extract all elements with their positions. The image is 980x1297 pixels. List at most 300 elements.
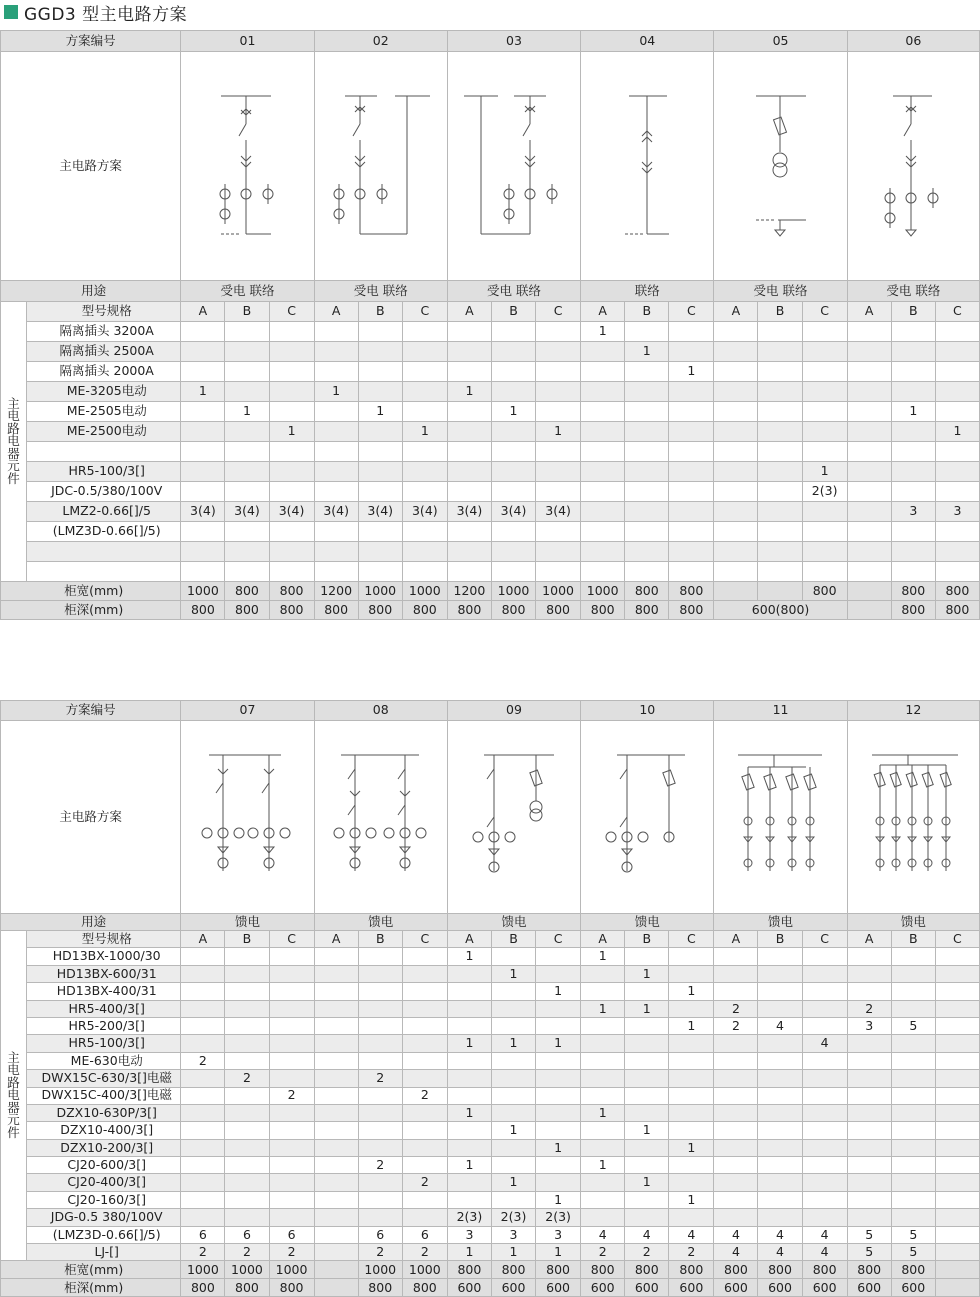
usage-value: 受电 联络: [714, 281, 847, 302]
component-quantity: [669, 482, 714, 502]
component-quantity: [491, 482, 535, 502]
component-quantity: 2(3): [491, 1209, 535, 1226]
cabinet-depth-value: 800: [358, 1279, 402, 1297]
component-name: CJ20-400/3[]: [27, 1174, 181, 1191]
component-quantity: 1: [269, 422, 314, 442]
component-quantity: [447, 1000, 491, 1017]
component-quantity: [358, 1035, 402, 1052]
component-quantity: [669, 1122, 714, 1139]
component-quantity: [802, 1209, 847, 1226]
component-quantity: [581, 462, 625, 482]
component-quantity: [669, 1209, 714, 1226]
component-quantity: [935, 1104, 979, 1121]
component-quantity: 5: [891, 1017, 935, 1034]
component-name: HD13BX-400/31: [27, 983, 181, 1000]
component-quantity: [802, 1052, 847, 1069]
cabinet-width-value: [314, 1261, 358, 1279]
cabinet-depth-value: 600: [536, 1279, 581, 1297]
component-quantity: [402, 1209, 447, 1226]
cabinet-width-value: 800: [625, 1261, 669, 1279]
cabinet-width-label: 柜宽(mm): [1, 582, 181, 601]
component-quantity: [225, 422, 269, 442]
cabinet-width-value: 1000: [181, 1261, 225, 1279]
component-quantity: [181, 1191, 225, 1208]
cabinet-width-value: 1200: [314, 582, 358, 601]
component-quantity: [935, 983, 979, 1000]
variant-header: C: [536, 302, 581, 322]
variant-header: B: [225, 931, 269, 948]
model-spec-label: 型号规格: [27, 931, 181, 948]
component-quantity: [314, 1244, 358, 1261]
component-quantity: [758, 1000, 802, 1017]
cabinet-width-value: 800: [447, 1261, 491, 1279]
component-quantity: 1: [581, 1000, 625, 1017]
component-quantity: 4: [714, 1226, 758, 1243]
circuit-diagram-12: [847, 721, 979, 914]
component-quantity: 1: [491, 1174, 535, 1191]
component-quantity: 1: [581, 1104, 625, 1121]
component-quantity: [181, 542, 225, 562]
component-quantity: [935, 1035, 979, 1052]
component-quantity: [314, 1209, 358, 1226]
cabinet-width-row: [1, 1261, 980, 1279]
component-quantity: [269, 1157, 314, 1174]
scheme-table-1: [0, 30, 980, 620]
component-quantity: 3(4): [358, 502, 402, 522]
component-quantity: 4: [669, 1226, 714, 1243]
variant-header: B: [625, 302, 669, 322]
component-quantity: [269, 1104, 314, 1121]
component-row: [1, 562, 980, 582]
component-row: [1, 1087, 980, 1104]
component-quantity: 2(3): [802, 482, 847, 502]
cabinet-depth-value: 800: [581, 601, 625, 620]
component-quantity: [935, 1226, 979, 1243]
component-quantity: [625, 948, 669, 965]
cabinet-width-value: 800: [536, 1261, 581, 1279]
component-quantity: [847, 1174, 891, 1191]
component-quantity: [358, 362, 402, 382]
variant-header: B: [758, 931, 802, 948]
variant-header: A: [581, 931, 625, 948]
component-quantity: 4: [758, 1244, 802, 1261]
component-quantity: [225, 1104, 269, 1121]
component-quantity: 6: [225, 1226, 269, 1243]
component-quantity: [891, 965, 935, 982]
component-quantity: [358, 542, 402, 562]
component-quantity: [847, 1139, 891, 1156]
component-name: (LMZ3D-0.66[]/5): [27, 1226, 181, 1243]
component-quantity: [625, 1104, 669, 1121]
page-title: [4, 0, 187, 24]
component-quantity: [536, 542, 581, 562]
component-quantity: [847, 948, 891, 965]
component-quantity: [802, 1139, 847, 1156]
component-quantity: [758, 462, 802, 482]
component-quantity: [581, 502, 625, 522]
component-quantity: [536, 462, 581, 482]
component-quantity: [847, 1157, 891, 1174]
component-quantity: [225, 1139, 269, 1156]
component-quantity: [181, 442, 225, 462]
component-row: [1, 362, 980, 382]
component-quantity: [669, 342, 714, 362]
component-quantity: 1: [669, 1139, 714, 1156]
component-quantity: [314, 562, 358, 582]
component-quantity: [935, 542, 979, 562]
cabinet-depth-label: 柜深(mm): [1, 601, 181, 620]
component-quantity: [358, 1052, 402, 1069]
cabinet-width-value: 1000: [402, 582, 447, 601]
component-quantity: [225, 1035, 269, 1052]
component-quantity: [758, 322, 802, 342]
component-quantity: 6: [358, 1226, 402, 1243]
component-quantity: 2: [225, 1070, 269, 1087]
component-quantity: [225, 1017, 269, 1034]
component-quantity: 1: [536, 1035, 581, 1052]
variant-header: B: [625, 931, 669, 948]
component-quantity: [714, 502, 758, 522]
component-quantity: [714, 1174, 758, 1191]
cabinet-depth-value: 800: [447, 601, 491, 620]
component-quantity: [758, 502, 802, 522]
component-quantity: [847, 562, 891, 582]
component-quantity: [669, 1070, 714, 1087]
component-quantity: [891, 1070, 935, 1087]
component-quantity: [314, 1174, 358, 1191]
component-quantity: [536, 442, 581, 462]
component-name: ME-630电动: [27, 1052, 181, 1069]
component-quantity: [714, 1087, 758, 1104]
scheme-number: 01: [181, 31, 314, 52]
usage-row: [1, 281, 980, 302]
component-row: [1, 482, 980, 502]
variant-header: A: [314, 302, 358, 322]
cabinet-depth-value: 800: [225, 601, 269, 620]
component-quantity: 1: [536, 1244, 581, 1261]
cabinet-depth-row: [1, 601, 980, 620]
component-quantity: [847, 542, 891, 562]
component-quantity: [847, 1122, 891, 1139]
component-quantity: [402, 1104, 447, 1121]
component-quantity: [935, 1191, 979, 1208]
component-quantity: [447, 1122, 491, 1139]
component-quantity: [714, 1052, 758, 1069]
component-quantity: [491, 1000, 535, 1017]
component-quantity: [669, 1087, 714, 1104]
component-quantity: [358, 1017, 402, 1034]
component-row: [1, 1157, 980, 1174]
component-quantity: [714, 948, 758, 965]
component-quantity: [935, 1174, 979, 1191]
component-quantity: 4: [758, 1017, 802, 1034]
circuit-diagram-04: [581, 52, 714, 281]
component-quantity: [491, 1070, 535, 1087]
variant-header: A: [314, 931, 358, 948]
component-quantity: 4: [802, 1035, 847, 1052]
component-quantity: [402, 983, 447, 1000]
component-name: 隔离插头 2500A: [27, 342, 181, 362]
scheme-number: 02: [314, 31, 447, 52]
variant-header: A: [447, 302, 491, 322]
component-quantity: [536, 522, 581, 542]
cabinet-width-value: [935, 1261, 979, 1279]
variant-header: B: [225, 302, 269, 322]
cabinet-width-value: [758, 582, 802, 601]
component-quantity: [625, 402, 669, 422]
cabinet-depth-value: 800: [402, 601, 447, 620]
variant-header: A: [847, 302, 891, 322]
component-quantity: [847, 983, 891, 1000]
variant-header: C: [935, 931, 979, 948]
component-quantity: [358, 322, 402, 342]
component-name: HR5-400/3[]: [27, 1000, 181, 1017]
component-quantity: [225, 1157, 269, 1174]
component-quantity: 3(4): [181, 502, 225, 522]
component-quantity: [802, 442, 847, 462]
component-quantity: [847, 462, 891, 482]
component-quantity: [314, 422, 358, 442]
component-quantity: [625, 1087, 669, 1104]
cabinet-depth-value: [847, 601, 891, 620]
component-quantity: [802, 1070, 847, 1087]
component-quantity: [225, 1174, 269, 1191]
component-quantity: [181, 1087, 225, 1104]
component-quantity: [314, 1052, 358, 1069]
component-quantity: [491, 542, 535, 562]
component-quantity: [669, 1157, 714, 1174]
component-quantity: [847, 322, 891, 342]
component-quantity: [625, 422, 669, 442]
component-quantity: [847, 522, 891, 542]
component-quantity: [225, 322, 269, 342]
component-quantity: [714, 1122, 758, 1139]
component-quantity: [758, 1070, 802, 1087]
component-quantity: [714, 542, 758, 562]
component-quantity: [181, 983, 225, 1000]
component-quantity: [447, 522, 491, 542]
component-quantity: [447, 1070, 491, 1087]
component-quantity: [225, 1087, 269, 1104]
component-quantity: [669, 502, 714, 522]
component-quantity: [181, 1104, 225, 1121]
component-quantity: [802, 542, 847, 562]
model-spec-row: [1, 302, 980, 322]
component-quantity: 2: [358, 1070, 402, 1087]
component-quantity: [714, 1157, 758, 1174]
component-quantity: [935, 948, 979, 965]
component-quantity: [358, 1191, 402, 1208]
variant-header: A: [847, 931, 891, 948]
component-quantity: [269, 562, 314, 582]
component-row: [1, 1174, 980, 1191]
component-quantity: 3(4): [225, 502, 269, 522]
component-quantity: [847, 502, 891, 522]
component-quantity: [847, 1052, 891, 1069]
component-row: [1, 1226, 980, 1243]
component-quantity: [447, 1174, 491, 1191]
component-quantity: [181, 1035, 225, 1052]
cabinet-depth-value: 800: [669, 601, 714, 620]
component-quantity: [402, 542, 447, 562]
usage-value: 馈电: [714, 914, 847, 931]
component-quantity: [358, 562, 402, 582]
component-row: [1, 442, 980, 462]
component-quantity: [358, 442, 402, 462]
component-quantity: [891, 362, 935, 382]
component-row: [1, 522, 980, 542]
cabinet-width-row: [1, 582, 980, 601]
component-quantity: [581, 362, 625, 382]
component-quantity: 2: [358, 1157, 402, 1174]
component-quantity: 1: [225, 402, 269, 422]
component-quantity: [625, 382, 669, 402]
component-quantity: [447, 562, 491, 582]
component-quantity: 1: [314, 382, 358, 402]
variant-header: B: [758, 302, 802, 322]
cabinet-depth-value: [314, 1279, 358, 1297]
component-quantity: [402, 1157, 447, 1174]
component-quantity: [891, 1052, 935, 1069]
cabinet-depth-value: 800: [314, 601, 358, 620]
component-quantity: [447, 1139, 491, 1156]
component-quantity: [758, 965, 802, 982]
component-quantity: [269, 965, 314, 982]
component-quantity: [714, 382, 758, 402]
component-quantity: 2: [269, 1244, 314, 1261]
component-quantity: [714, 442, 758, 462]
component-quantity: 1: [625, 1000, 669, 1017]
component-quantity: 1: [358, 402, 402, 422]
component-quantity: [536, 1070, 581, 1087]
circuit-diagram-11: [714, 721, 847, 914]
component-quantity: [891, 562, 935, 582]
usage-value: 受电 联络: [447, 281, 580, 302]
cabinet-width-value: 800: [669, 582, 714, 601]
title-text: GGD3 型主电路方案: [24, 4, 188, 25]
component-quantity: [802, 1087, 847, 1104]
component-row: [1, 983, 980, 1000]
component-quantity: 1: [536, 983, 581, 1000]
component-name: DWX15C-630/3[]电磁: [27, 1070, 181, 1087]
component-quantity: [891, 1157, 935, 1174]
component-row: [1, 965, 980, 982]
component-quantity: [314, 1017, 358, 1034]
variant-header: C: [269, 931, 314, 948]
component-quantity: [358, 965, 402, 982]
cabinet-depth-value: 600: [891, 1279, 935, 1297]
component-quantity: 1: [802, 462, 847, 482]
usage-value: 馈电: [447, 914, 580, 931]
cabinet-width-value: 1200: [447, 582, 491, 601]
component-name: ME-3205电动: [27, 382, 181, 402]
component-quantity: [402, 402, 447, 422]
component-quantity: [714, 983, 758, 1000]
component-quantity: [714, 1209, 758, 1226]
component-quantity: [714, 422, 758, 442]
component-quantity: [847, 1070, 891, 1087]
component-quantity: 4: [758, 1226, 802, 1243]
cabinet-depth-value: 600: [447, 1279, 491, 1297]
circuit-diagram-07: [181, 721, 314, 914]
component-quantity: [625, 542, 669, 562]
component-quantity: [181, 462, 225, 482]
component-quantity: [847, 482, 891, 502]
component-quantity: 6: [181, 1226, 225, 1243]
component-quantity: 1: [491, 402, 535, 422]
component-quantity: 1: [669, 1017, 714, 1034]
component-quantity: 3(4): [314, 502, 358, 522]
component-quantity: [269, 402, 314, 422]
component-quantity: [402, 562, 447, 582]
scheme-number: 08: [314, 701, 447, 721]
component-quantity: [625, 482, 669, 502]
component-quantity: [802, 1017, 847, 1034]
component-quantity: [269, 362, 314, 382]
component-quantity: [314, 965, 358, 982]
variant-header: B: [358, 931, 402, 948]
cabinet-depth-value: 800: [358, 601, 402, 620]
component-quantity: [225, 983, 269, 1000]
component-quantity: [625, 462, 669, 482]
cabinet-depth-value: 800: [625, 601, 669, 620]
component-quantity: [935, 1157, 979, 1174]
component-quantity: [225, 462, 269, 482]
component-quantity: [802, 322, 847, 342]
component-quantity: [802, 342, 847, 362]
circuit-diagram-row: [1, 52, 980, 281]
component-quantity: [669, 542, 714, 562]
component-quantity: 1: [625, 1122, 669, 1139]
component-name: HD13BX-1000/30: [27, 948, 181, 965]
component-quantity: 3: [447, 1226, 491, 1243]
title-marker-icon: [4, 5, 18, 19]
circuit-diagram-03: [447, 52, 580, 281]
component-quantity: [491, 422, 535, 442]
cabinet-depth-label: 柜深(mm): [1, 1279, 181, 1297]
component-quantity: [581, 422, 625, 442]
component-quantity: [581, 1070, 625, 1087]
model-spec-label: 型号规格: [27, 302, 181, 322]
component-quantity: [181, 948, 225, 965]
component-quantity: [581, 1191, 625, 1208]
component-quantity: [225, 382, 269, 402]
component-quantity: [714, 402, 758, 422]
component-quantity: [536, 1087, 581, 1104]
component-quantity: [581, 983, 625, 1000]
component-quantity: 2: [847, 1000, 891, 1017]
component-quantity: [581, 1052, 625, 1069]
cabinet-depth-value: 600: [847, 1279, 891, 1297]
component-name: HR5-200/3[]: [27, 1017, 181, 1034]
variant-header: C: [536, 931, 581, 948]
cabinet-depth-value: 800: [225, 1279, 269, 1297]
component-quantity: [758, 948, 802, 965]
component-quantity: [802, 502, 847, 522]
component-quantity: [358, 1209, 402, 1226]
variant-header: C: [802, 302, 847, 322]
component-quantity: [669, 322, 714, 342]
component-quantity: [269, 342, 314, 362]
component-quantity: [269, 1209, 314, 1226]
component-quantity: [891, 1035, 935, 1052]
circuit-diagram-01: [181, 52, 314, 281]
component-name: DWX15C-400/3[]电磁: [27, 1087, 181, 1104]
component-quantity: [491, 948, 535, 965]
component-quantity: [714, 562, 758, 582]
component-quantity: [669, 1035, 714, 1052]
component-quantity: [581, 442, 625, 462]
